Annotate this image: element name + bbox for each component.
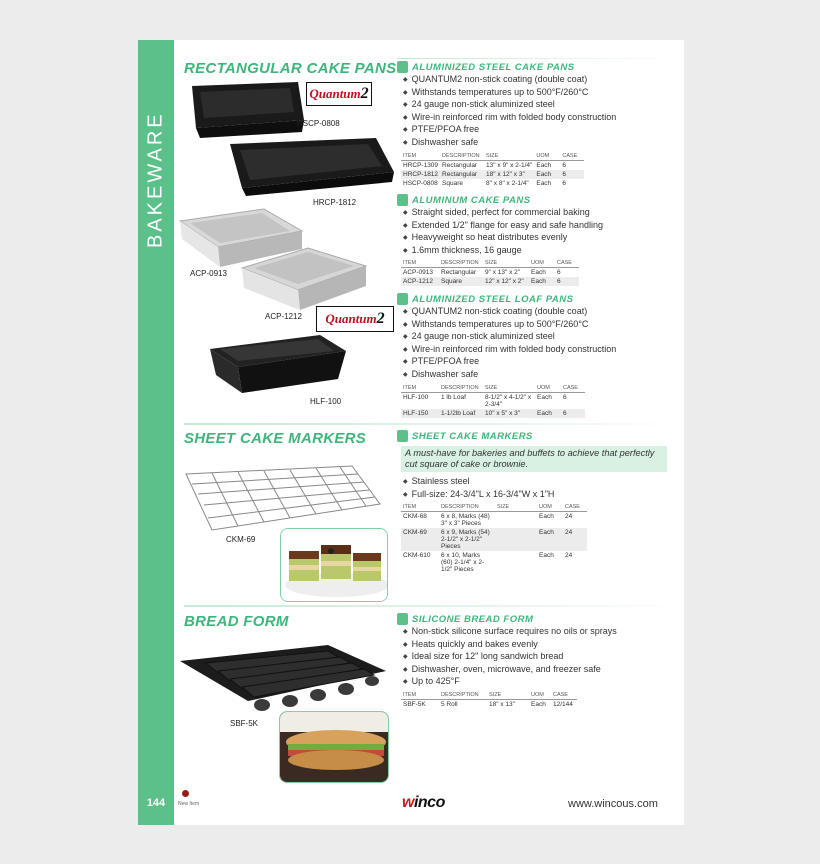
feature-item: ◆ Straight sided, perfect for commercial baking: [403, 207, 683, 220]
block-title: ALUMINIZED STEEL LOAF PANS: [412, 293, 574, 305]
feature-list: [403, 74, 683, 150]
category-sidebar: [138, 40, 174, 825]
callout-text: A must-have for bakeries and buffets to achieve that perfectly cut square of cake or brownie.: [401, 446, 667, 472]
feature-list: [403, 476, 683, 501]
section-title-bread-form: BREAD FORM: [184, 613, 289, 630]
label-ckm-69: CKM-69: [226, 535, 256, 544]
section-divider: [184, 605, 684, 607]
feature-item: ◆ 24 gauge non-stick aluminized steel: [403, 331, 683, 344]
hrcp-1812-pan-image: [226, 136, 396, 196]
table-row: SBF-5K 5 Roll 18" x 13" Each 12/144: [403, 700, 573, 708]
sbf-5k-bread-form-image: [178, 643, 388, 715]
label-sbf-5k: SBF-5K: [230, 719, 259, 728]
category-title: BAKEWARE: [144, 111, 167, 249]
table-row: CKM-69 6 x 9, Marks (54) 2-1/2" x 2-1/2" Pieces Each 24: [401, 528, 587, 551]
feature-item: ◆ 24 gauge non-stick aluminized steel: [403, 99, 683, 112]
label-acp-1212: ACP-1212: [265, 312, 302, 321]
feature-item: ◆ PTFE/PFOA free: [403, 356, 683, 369]
catalog-page: [138, 40, 684, 825]
block-aluminum-cake-pans: [397, 193, 683, 286]
page-number: 144: [146, 797, 166, 809]
section-divider: [397, 58, 684, 59]
feature-list: [403, 626, 683, 689]
feature-item: ◆ Dishwasher, oven, microwave, and freezer safe: [403, 664, 683, 677]
quantum2-logo: Quantum 2: [316, 306, 394, 332]
block-title: SHEET CAKE MARKERS: [412, 430, 533, 442]
table-row: HLF-100 1 lb Loaf 8-1/2" x 4-1/2" x 2-3/4" Each 6: [403, 393, 567, 408]
product-category-icon: [397, 293, 408, 305]
acp-1212-pan-image: [238, 246, 368, 312]
label-acp-0913: ACP-0913: [190, 269, 227, 278]
new-item-legend: New Item: [178, 801, 200, 807]
feature-item: ◆ Up to 425°F: [403, 676, 683, 689]
new-item-dot-icon: [182, 790, 189, 797]
section-title-rect-cake-pans: RECTANGULAR CAKE PANS: [184, 60, 397, 77]
spec-table: ITEM DESCRIPTION SIZE UOM CASE HRCP-1309 Rectangular 13" x 9" x 2-1/4" Each 6 HRCP-1812 Rectangular 18" x 12" x 3" Each 6 HSCP-0808 Square 8" x 8" x 2-1/4" Each 6: [401, 152, 584, 188]
label-hrcp-1812: HRCP-1812: [313, 198, 357, 207]
block-title: ALUMINUM CAKE PANS: [412, 194, 531, 206]
feature-item: ◆ Heavyweight so heat distributes evenly: [403, 232, 683, 245]
hscp-0808-pan-image: [186, 80, 308, 140]
feature-item: ◆ Full-size: 24-3/4"L x 16-3/4"W x 1"H: [403, 489, 683, 502]
feature-item: ◆ Wire-in reinforced rim with folded body construction: [403, 112, 683, 125]
feature-item: ◆ Ideal size for 12" long sandwich bread: [403, 651, 683, 664]
feature-item: ◆ PTFE/PFOA free: [403, 124, 683, 137]
product-category-icon: [397, 61, 408, 73]
product-category-icon: [397, 194, 408, 206]
feature-item: ◆ Wire-in reinforced rim with folded body construction: [403, 344, 683, 357]
winco-logo: winco: [402, 794, 445, 811]
feature-item: ◆ QUANTUM2 non-stick coating (double coat): [403, 74, 683, 87]
table-row: HLF-150 1-1/2lb Loaf 10" x 5" x 3" Each 6: [401, 409, 585, 418]
feature-item: ◆ QUANTUM2 non-stick coating (double coat): [403, 306, 683, 319]
section-divider: [184, 423, 684, 425]
spec-table: ITEM DESCRIPTION SIZE UOM CASE ACP-0913 Rectangular 9" x 13" x 2" Each 6 ACP-1212 Square 12" x 12" x 2" Each 6: [401, 259, 579, 286]
ckm-69-marker-grid-image: [182, 464, 382, 536]
block-sheet-cake-markers: [397, 429, 683, 574]
spec-table: ITEM DESCRIPTION SIZE UOM CASE SBF-5K 5 Roll 18" x 13" Each 12/144: [401, 691, 577, 709]
feature-item: ◆ Non-stick silicone surface requires no oils or sprays: [403, 626, 683, 639]
spec-table: ITEM DESCRIPTION SIZE UOM CASE HLF-100 1 lb Loaf 8-1/2" x 4-1/2" x 2-3/4" Each 6 HLF-150 1-1/2lb Loaf 10" x 5" x 3" Each 6: [401, 384, 585, 418]
cake-slices-photo: [280, 528, 388, 602]
feature-item: ◆ Dishwasher safe: [403, 137, 683, 150]
table-row: ACP-0913 Rectangular 9" x 13" x 2" Each 6: [403, 269, 561, 277]
quantum2-logo: Quantum 2: [306, 82, 372, 106]
feature-item: ◆ Extended 1/2" flange for easy and safe handling: [403, 220, 683, 233]
table-row: CKM-610 6 x 10, Marks (60) 2-1/4" x 2-1/2" Pieces Each 24: [403, 552, 573, 574]
table-row: HSCP-0808 Square 8" x 8" x 2-1/4" Each 6: [403, 179, 566, 187]
product-category-icon: [397, 613, 408, 625]
feature-list: [403, 306, 683, 382]
product-category-icon: [397, 430, 408, 442]
feature-item: ◆ Dishwasher safe: [403, 369, 683, 382]
feature-item: ◆ 1.6mm thickness, 16 gauge: [403, 245, 683, 258]
feature-item: ◆ Withstands temperatures up to 500°F/260°C: [403, 319, 683, 332]
table-row: ACP-1212 Square 12" x 12" x 2" Each 6: [401, 277, 579, 286]
spec-table: ITEM DESCRIPTION SIZE UOM CASE CKM-68 6 x 8, Marks (48) 3" x 3" Pieces Each 24 CKM-69 6 x 9, Marks (54) 2-1/2" x 2-1/2" Pieces Each 24 CKM-610 6 x 10, Marks (60) 2-1/4" x 2-1/2" Pieces Each 24: [401, 503, 587, 574]
label-hscp-0808: HSCP-0808: [297, 119, 340, 128]
table-row: HRCP-1812 Rectangular 18" x 12" x 3" Each 6: [401, 170, 584, 179]
table-row: HRCP-1309 Rectangular 13" x 9" x 2-1/4" Each 6: [403, 161, 566, 169]
sandwich-photo: [279, 711, 389, 783]
feature-item: ◆ Stainless steel: [403, 476, 683, 489]
feature-item: ◆ Heats quickly and bakes evenly: [403, 639, 683, 652]
block-title: ALUMINIZED STEEL CAKE PANS: [412, 61, 575, 73]
block-aluminized-steel-cake-pans: [397, 60, 683, 188]
website-url: www.wincous.com: [568, 798, 658, 810]
table-row: CKM-68 6 x 8, Marks (48) 3" x 3" Pieces Each 24: [403, 513, 573, 528]
feature-item: ◆ Withstands temperatures up to 500°F/260°C: [403, 87, 683, 100]
block-title: SILICONE BREAD FORM: [412, 613, 534, 625]
section-title-sheet-cake-markers: SHEET CAKE MARKERS: [184, 430, 367, 447]
hlf-100-loaf-pan-image: [208, 333, 348, 395]
feature-list: [403, 207, 683, 257]
block-silicone-bread-form: [397, 612, 683, 709]
label-hlf-100: HLF-100: [310, 397, 342, 406]
block-aluminized-steel-loaf-pans: [397, 292, 683, 418]
